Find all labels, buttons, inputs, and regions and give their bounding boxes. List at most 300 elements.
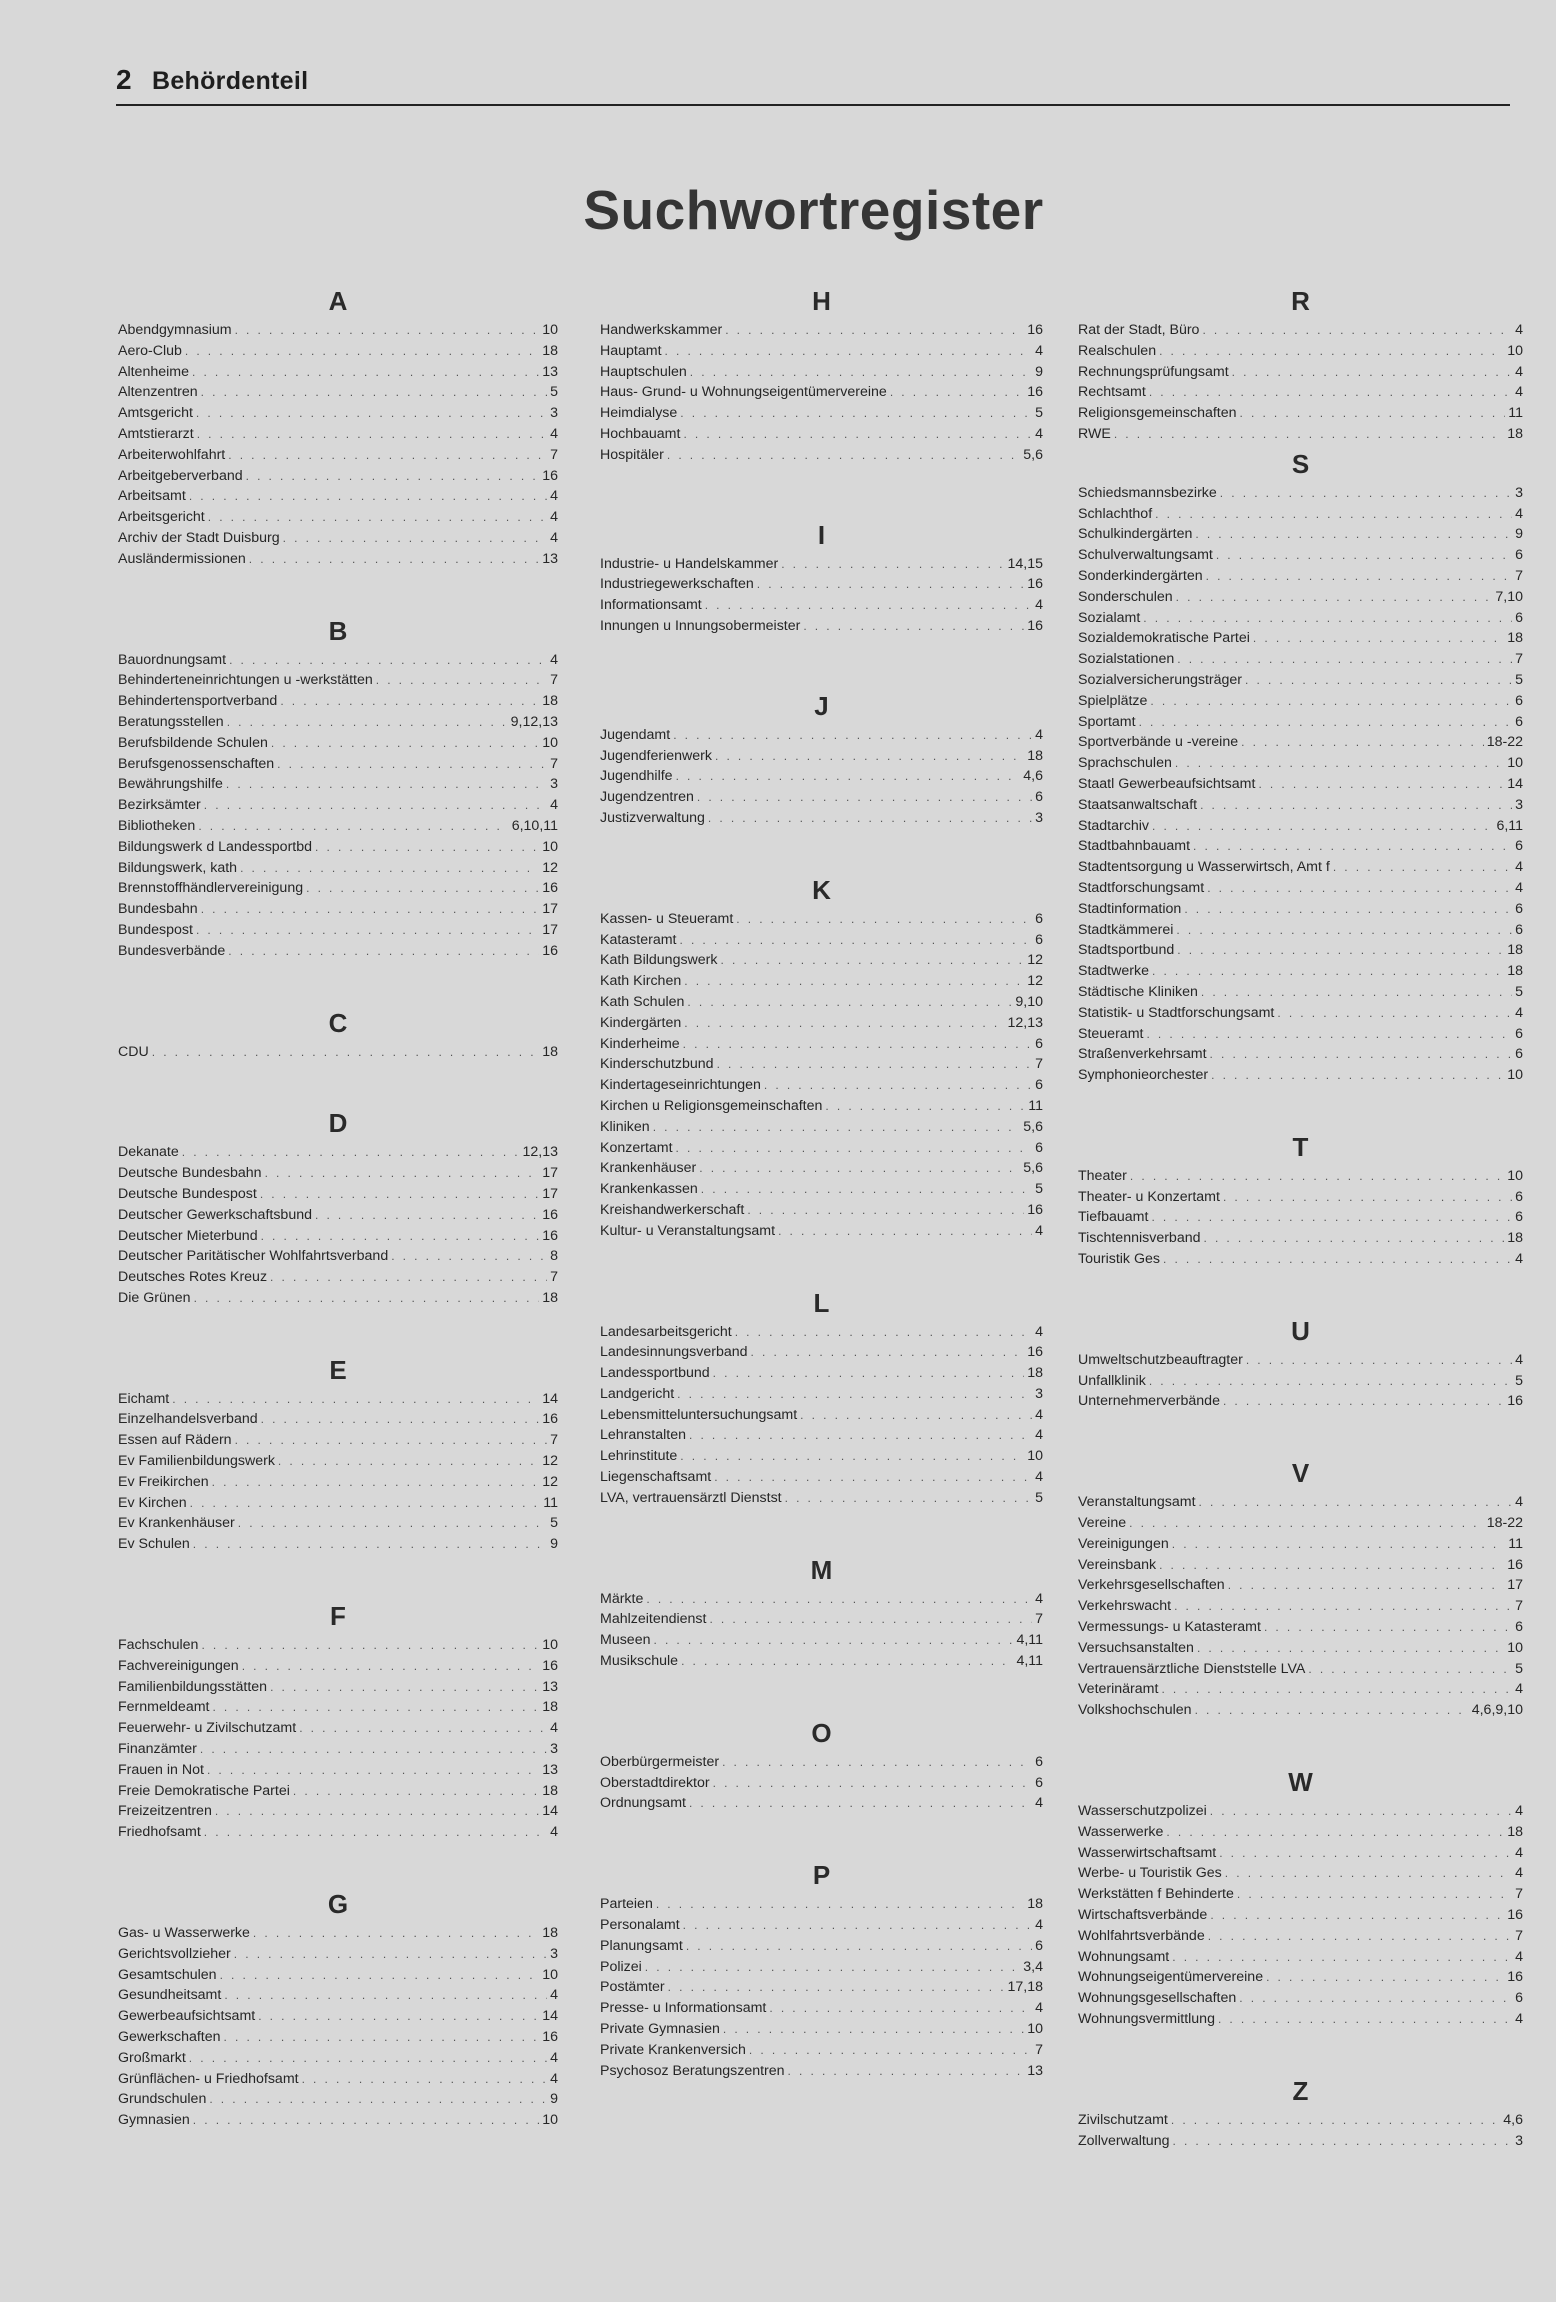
entry-pages: 7,10	[1495, 588, 1523, 605]
dot-leader	[193, 1534, 547, 1555]
dot-leader	[736, 909, 1032, 930]
entry-pages: 11	[1508, 1535, 1523, 1552]
index-entry	[118, 650, 558, 671]
entry-pages: 3,4	[1023, 1958, 1043, 1975]
dot-leader	[182, 1142, 520, 1163]
dot-leader	[235, 1430, 548, 1451]
entry-term: Rechnungsprüfungsamt	[1078, 363, 1229, 380]
entry-term: Altenheime	[118, 363, 189, 380]
entry-term: Abendgymnasium	[118, 322, 232, 338]
entry-term: Deutscher Mieterbund	[118, 1227, 258, 1244]
section-title: Behördenteil	[151, 67, 309, 95]
index-entry	[600, 1405, 1043, 1426]
entry-pages: 12	[1027, 952, 1043, 969]
index-entry	[118, 1226, 558, 1247]
index-entry	[600, 1977, 1043, 1998]
index-entry	[1078, 362, 1523, 383]
dot-leader	[1172, 1947, 1512, 1968]
page-header	[116, 64, 308, 96]
index-entry	[1078, 1350, 1523, 1371]
dot-leader	[683, 1915, 1032, 1936]
index-entry	[118, 1493, 558, 1514]
index-entry	[118, 1944, 558, 1965]
dot-leader	[677, 1384, 1032, 1405]
index-entry	[600, 2061, 1043, 2082]
entry-term: Essen auf Rädern	[118, 1432, 232, 1449]
entry-pages: 5	[550, 384, 558, 401]
dot-leader	[1220, 483, 1512, 504]
entry-term: Finanzämter	[118, 1741, 197, 1758]
dot-leader	[189, 486, 547, 507]
entry-pages: 4	[1515, 505, 1523, 522]
entry-term: Sozialamt	[1078, 609, 1141, 626]
index-entry	[600, 1467, 1043, 1488]
dot-leader	[242, 1656, 540, 1677]
entry-pages: 17	[1507, 1577, 1523, 1594]
entry-term: Fachschulen	[118, 1637, 199, 1654]
entry-pages: 10	[542, 1966, 558, 1983]
entry-pages: 7	[1035, 1056, 1043, 1073]
section-letter-t: T	[1292, 1131, 1309, 1162]
entry-term: Schiedsmannsbezirke	[1078, 484, 1217, 501]
index-entry	[600, 1138, 1043, 1159]
dot-leader	[1152, 816, 1493, 837]
dot-leader	[1333, 857, 1512, 878]
entry-term: Werkstätten f Behinderte	[1078, 1886, 1234, 1903]
index-entry	[1078, 2009, 1523, 2030]
dot-leader	[699, 1158, 1020, 1179]
entry-pages: 6	[1515, 1619, 1523, 1636]
dot-leader	[1184, 899, 1512, 920]
entry-term: Berufsgenossenschaften	[118, 755, 275, 772]
entry-term: Handwerkskammer	[600, 322, 723, 338]
index-entry	[1078, 483, 1523, 504]
entry-term: Friedhofsamt	[118, 1824, 201, 1841]
entry-pages: 5	[1515, 671, 1523, 688]
index-entry	[118, 858, 558, 879]
entry-term: Beratungsstellen	[118, 713, 224, 730]
entry-pages: 18	[1507, 1823, 1523, 1840]
index-entry	[600, 909, 1043, 930]
entry-term: Staatsanwaltschaft	[1078, 796, 1198, 813]
entry-pages: 6	[1515, 838, 1523, 855]
entry-term: Krankenkassen	[600, 1181, 698, 1198]
entry-pages: 6	[1515, 1046, 1523, 1063]
index-entry	[118, 341, 558, 362]
entry-pages: 3	[550, 1741, 558, 1758]
entry-pages: 4	[1035, 342, 1043, 359]
entry-term: Wirtschaftsverbände	[1078, 1907, 1208, 1924]
entry-term: Theater	[1078, 1167, 1127, 1184]
index-entry	[1078, 2110, 1523, 2131]
dot-leader	[1149, 382, 1512, 403]
entry-term: Brennstoffhändlervereinigung	[118, 880, 304, 897]
index-list-l	[600, 1322, 1043, 1509]
dot-leader	[1177, 649, 1512, 670]
dot-leader	[785, 1488, 1032, 1509]
index-entry	[600, 1363, 1043, 1384]
index-list-s	[1078, 483, 1523, 1086]
entry-term: Freizeitzentren	[118, 1803, 212, 1820]
entry-pages: 4	[1515, 1494, 1523, 1511]
entry-pages: 4	[1035, 1222, 1043, 1239]
entry-pages: 16	[1027, 1201, 1043, 1218]
entry-term: Stadtkämmerei	[1078, 921, 1174, 938]
index-entry	[600, 341, 1043, 362]
index-entry	[118, 362, 558, 383]
entry-pages: 16	[1507, 1907, 1523, 1924]
index-entry	[600, 1651, 1043, 1672]
section-letter-v: V	[1291, 1458, 1310, 1489]
dot-leader	[190, 1493, 541, 1514]
dot-leader	[681, 1651, 1013, 1672]
dot-leader	[1161, 1679, 1512, 1700]
entry-term: Museen	[600, 1632, 651, 1649]
index-entry	[118, 712, 558, 733]
index-entry	[118, 795, 558, 816]
entry-pages: 6	[1035, 931, 1043, 948]
index-list-z	[1078, 2110, 1523, 2152]
dot-leader	[1149, 1371, 1512, 1392]
dot-leader	[249, 549, 539, 570]
index-entry	[600, 1200, 1043, 1221]
dot-leader	[302, 2069, 548, 2090]
entry-term: Bildungswerk, kath	[118, 859, 238, 876]
entry-term: Sonderkindergärten	[1078, 567, 1203, 584]
entry-pages: 4	[550, 2070, 558, 2087]
entry-term: Gesundheitsamt	[118, 1987, 222, 2004]
entry-term: Unfallklinik	[1078, 1372, 1146, 1389]
entry-term: Ev Freikirchen	[118, 1473, 209, 1490]
entry-pages: 16	[1027, 576, 1043, 593]
entry-pages: 4	[1515, 1681, 1523, 1698]
dot-leader	[687, 992, 1012, 1013]
entry-pages: 4,11	[1016, 1632, 1043, 1649]
dot-leader	[1155, 504, 1512, 525]
entry-term: Unternehmerverbände	[1078, 1393, 1220, 1410]
dot-leader	[705, 595, 1032, 616]
dot-leader	[270, 1677, 539, 1698]
entry-pages: 6	[1035, 1937, 1043, 1954]
entry-term: Versuchsanstalten	[1078, 1639, 1194, 1656]
entry-term: Stadtforschungsamt	[1078, 879, 1205, 896]
index-entry	[1078, 320, 1523, 341]
entry-pages: 3	[1035, 1385, 1043, 1402]
entry-term: Private Gymnasien	[600, 2021, 720, 2038]
entry-pages: 14	[542, 1803, 558, 1820]
dot-leader	[1174, 1596, 1512, 1617]
index-list-m	[600, 1589, 1043, 1672]
index-entry	[118, 1635, 558, 1656]
entry-pages: 18	[1027, 1365, 1043, 1382]
entry-pages: 6	[1035, 910, 1043, 927]
header-rule	[116, 104, 1510, 106]
dot-leader	[271, 733, 539, 754]
dot-leader	[769, 1998, 1032, 2019]
entry-pages: 9	[550, 2091, 558, 2108]
entry-term: Bundesverbände	[118, 942, 226, 959]
dot-leader	[747, 1200, 1024, 1221]
entry-pages: 4	[550, 2049, 558, 2066]
dot-leader	[1228, 1575, 1505, 1596]
entry-term: Wasserschutzpolizei	[1078, 1803, 1207, 1820]
entry-pages: 4	[1035, 2000, 1043, 2017]
dot-leader	[1211, 1065, 1504, 1086]
entry-pages: 16	[1027, 1344, 1043, 1361]
entry-term: Vereine	[1078, 1515, 1127, 1532]
index-entry	[1078, 1988, 1523, 2009]
index-entry	[600, 1894, 1043, 1915]
dot-leader	[646, 1589, 1032, 1610]
dot-leader	[1210, 1801, 1512, 1822]
entry-term: Zivilschutzamt	[1078, 2111, 1168, 2128]
dot-leader	[1130, 1166, 1504, 1187]
index-entry	[1078, 608, 1523, 629]
index-entry	[600, 616, 1043, 637]
dot-leader	[189, 2048, 547, 2069]
index-list-v	[1078, 1492, 1523, 1721]
entry-term: Heimdialyse	[600, 405, 678, 422]
index-entry	[600, 1936, 1043, 1957]
entry-term: Märkte	[600, 1590, 644, 1607]
entry-term: Stadtsportbund	[1078, 942, 1175, 959]
index-entry	[118, 445, 558, 466]
index-entry	[1078, 1044, 1523, 1065]
entry-term: Fachvereinigungen	[118, 1657, 239, 1674]
entry-term: Bildungswerk d Landessportbd	[118, 838, 313, 855]
index-entry	[1078, 1391, 1523, 1412]
dot-leader	[280, 691, 539, 712]
dot-leader	[283, 528, 547, 549]
dot-leader	[684, 971, 1024, 992]
dot-leader	[1151, 1207, 1512, 1228]
index-entry	[118, 1985, 558, 2006]
index-entry	[1078, 899, 1523, 920]
entry-pages: 4	[1515, 1351, 1523, 1368]
index-entry	[600, 1589, 1043, 1610]
entry-term: Schulkindergärten	[1078, 526, 1193, 543]
entry-pages: 17	[542, 1185, 558, 1202]
index-entry	[600, 766, 1043, 787]
entry-term: Steueramt	[1078, 1025, 1144, 1042]
entry-term: Grünflächen- u Friedhofsamt	[118, 2070, 299, 2087]
dot-leader	[701, 1179, 1032, 1200]
entry-term: Einzelhandelsverband	[118, 1411, 258, 1428]
dot-leader	[680, 930, 1033, 951]
section-letter-i: I	[817, 519, 826, 550]
page-title: Suchwortregister	[583, 179, 1044, 241]
entry-pages: 16	[542, 1227, 558, 1244]
dot-leader	[1240, 403, 1506, 424]
dot-leader	[1139, 712, 1513, 733]
entry-pages: 18-22	[1486, 1515, 1523, 1532]
dot-leader	[198, 816, 508, 837]
entry-term: Feuerwehr- u Zivilschutzamt	[118, 1720, 297, 1737]
index-entry	[118, 837, 558, 858]
entry-term: Sozialversicherungsträger	[1078, 671, 1243, 688]
entry-term: Archiv der Stadt Duisburg	[118, 529, 280, 546]
index-entry	[600, 320, 1043, 341]
entry-term: Ev Krankenhäuser	[118, 1515, 235, 1532]
entry-term: Vereinsbank	[1078, 1556, 1157, 1573]
index-entry	[118, 424, 558, 445]
index-entry	[1078, 628, 1523, 649]
entry-pages: 4	[1515, 363, 1523, 380]
entry-term: Stadtarchiv	[1078, 817, 1149, 834]
dot-leader	[1177, 940, 1504, 961]
entry-pages: 18	[1507, 942, 1523, 959]
dot-leader	[212, 1472, 540, 1493]
index-entry	[600, 1998, 1043, 2019]
dot-leader	[684, 1013, 1004, 1034]
dot-leader	[1218, 2009, 1512, 2030]
dot-leader	[1210, 1044, 1513, 1065]
entry-pages: 16	[1507, 1393, 1523, 1410]
index-entry	[600, 403, 1043, 424]
entry-pages: 4,11	[1016, 1653, 1043, 1670]
dot-leader	[201, 899, 540, 920]
entry-pages: 17	[542, 1165, 558, 1182]
dot-leader	[713, 1773, 1033, 1794]
entry-pages: 6	[1515, 692, 1523, 709]
dot-leader	[676, 1138, 1033, 1159]
index-entry	[1078, 1065, 1523, 1086]
entry-term: Ev Schulen	[118, 1536, 190, 1553]
entry-term: Schlachthof	[1078, 505, 1153, 522]
section-letter-h: H	[812, 286, 831, 316]
dot-leader	[315, 837, 539, 858]
dot-leader	[228, 941, 539, 962]
entry-term: Amtstierarzt	[118, 425, 194, 442]
dot-leader	[260, 1184, 539, 1205]
index-entry	[1078, 1884, 1523, 1905]
entry-term: Haus- Grund- u Wohnungseigentümervereine	[600, 384, 887, 401]
entry-pages: 7	[550, 1269, 558, 1286]
entry-pages: 5,6	[1023, 1160, 1043, 1177]
entry-term: Staatl Gewerbeaufsichtsamt	[1078, 775, 1256, 792]
entry-term: Hospitäler	[600, 446, 664, 463]
entry-pages: 13	[542, 363, 558, 380]
entry-pages: 18	[1507, 630, 1523, 647]
entry-term: Werbe- u Touristik Ges	[1078, 1865, 1222, 1882]
entry-term: Frauen in Not	[118, 1761, 204, 1778]
index-entry	[1078, 1843, 1523, 1864]
entry-term: Deutsches Rotes Kreuz	[118, 1269, 268, 1286]
dot-leader	[689, 1793, 1032, 1814]
entry-pages: 17	[542, 901, 558, 918]
index-entry	[118, 2027, 558, 2048]
dot-leader	[749, 2040, 1032, 2061]
entry-term: Sozialstationen	[1078, 651, 1175, 668]
index-entry	[600, 1013, 1043, 1034]
entry-term: Hauptschulen	[600, 363, 687, 380]
entry-pages: 18	[542, 1289, 558, 1306]
index-entry	[118, 1760, 558, 1781]
entry-pages: 6	[1035, 1035, 1043, 1052]
entry-pages: 16	[542, 880, 558, 897]
dot-leader	[800, 1405, 1032, 1426]
dot-leader	[1253, 628, 1504, 649]
dot-leader	[204, 795, 547, 816]
index-entry	[600, 787, 1043, 808]
index-entry	[600, 1425, 1043, 1446]
index-entry	[118, 2110, 558, 2131]
entry-term: Presse- u Informationsamt	[600, 2000, 767, 2017]
index-entry	[600, 1075, 1043, 1096]
entry-pages: 16	[542, 1411, 558, 1428]
entry-term: Symphonieorchester	[1078, 1067, 1209, 1084]
dot-leader	[1195, 524, 1512, 545]
index-entry	[118, 774, 558, 795]
entry-pages: 5	[550, 1515, 558, 1532]
dot-leader	[1172, 2131, 1512, 2152]
dot-leader	[226, 774, 547, 795]
entry-pages: 7	[550, 446, 558, 463]
index-entry	[118, 733, 558, 754]
dot-leader	[1159, 341, 1504, 362]
dot-leader	[253, 1923, 539, 1944]
index-entry	[600, 1957, 1043, 1978]
index-entry	[1078, 1207, 1523, 1228]
index-entry	[118, 1246, 558, 1267]
entry-term: Informationsamt	[600, 597, 702, 614]
dot-leader	[208, 507, 547, 528]
index-entry	[1078, 1947, 1523, 1968]
index-entry	[600, 574, 1043, 595]
entry-term: Altenzentren	[118, 384, 198, 401]
index-entry	[1078, 691, 1523, 712]
entry-pages: 14	[542, 1390, 558, 1407]
entry-pages: 16	[542, 942, 558, 959]
entry-pages: 12,13	[522, 1144, 558, 1161]
dot-leader	[246, 466, 540, 487]
index-entry	[118, 1142, 558, 1163]
entry-term: Sprachschulen	[1078, 755, 1172, 772]
dot-leader	[1166, 1822, 1504, 1843]
index-entry	[1078, 732, 1523, 753]
entry-term: Kath Kirchen	[600, 973, 682, 990]
index-entry	[1078, 753, 1523, 774]
dot-leader	[201, 382, 547, 403]
entry-pages: 6,11	[1496, 817, 1523, 834]
entry-pages: 10	[542, 322, 558, 338]
section-letter-k: K	[812, 874, 831, 905]
index-entry	[118, 1677, 558, 1698]
dot-leader	[683, 1034, 1032, 1055]
dot-leader	[680, 403, 1032, 424]
entry-pages: 4	[1035, 1406, 1043, 1423]
dot-leader	[172, 1389, 539, 1410]
entry-term: Touristik Ges	[1078, 1251, 1160, 1268]
index-entry	[1078, 712, 1523, 733]
dot-leader	[714, 1467, 1032, 1488]
entry-term: Landessportbund	[600, 1365, 710, 1382]
entry-pages: 6	[1515, 1990, 1523, 2007]
entry-pages: 13	[1027, 2062, 1043, 2079]
entry-term: Landesinnungsverband	[600, 1344, 748, 1361]
index-entry	[118, 403, 558, 424]
section-letter-c: C	[328, 1007, 348, 1038]
index-entry	[118, 1267, 558, 1288]
entry-term: Stadtwerke	[1078, 963, 1149, 980]
entry-pages: 10	[542, 2112, 558, 2129]
entry-term: Eichamt	[118, 1390, 170, 1407]
entry-term: Industriegewerkschaften	[600, 576, 754, 593]
index-entry	[1078, 1534, 1523, 1555]
index-entry	[1078, 1905, 1523, 1926]
entry-term: Sportamt	[1078, 713, 1136, 730]
entry-pages: 6	[1515, 1188, 1523, 1205]
